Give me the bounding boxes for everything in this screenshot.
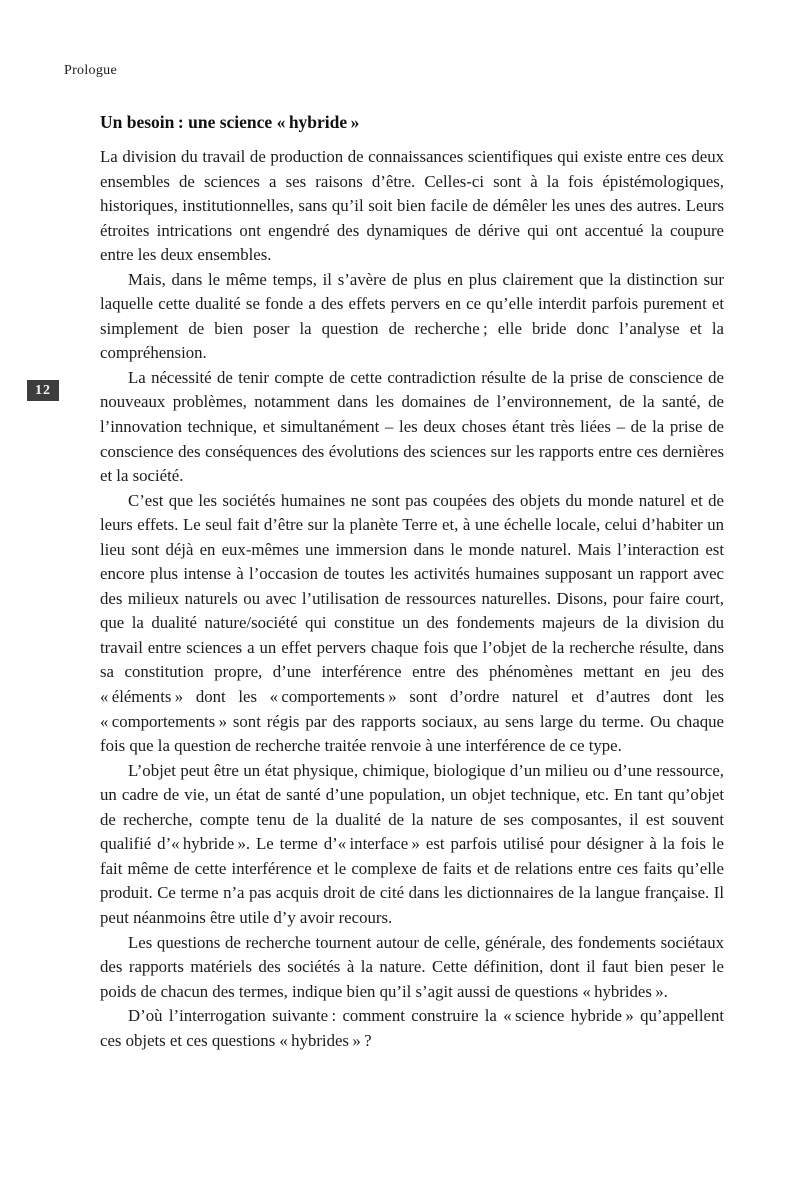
paragraph: D’où l’interrogation suivante : comment construire la « science hybride » qu’appellent ces objets et ces questions « hybrides » ? (100, 1006, 724, 1050)
section-heading: Un besoin : une science « hybride » (100, 112, 360, 132)
paragraph: C’est que les sociétés humaines ne sont pas coupées des objets du monde naturel et de leurs effets. Le seul fait d’être sur la planète Terre et, à une échelle locale, celui d’habiter un lieu sont déjà en eux-mêmes une immersion dans le monde naturel. Mais l’interaction est encore plus intense à l’occasion de toutes les activités humaines supposant un rapport avec des milieux naturels ou avec l’utilisation de ressources naturelles. Disons, pour faire court, que la dualité nature/société qui constitue un des fondements majeurs de la division du travail entre sciences a un effet pervers chaque fois que l’objet de la recherche résulte, dans sa constitution propre, d’une interférence entre des phénomènes mettant en jeu des « éléments » dont les « comportements » sont d’ordre naturel et d’autres dont les « comportements » sont régis par des rapports sociaux, au sens large du terme. Ou chaque fois que la question de recherche traitée renvoie à une interférence de ce type. (100, 490, 724, 756)
text-column (100, 112, 724, 1053)
paragraph: La division du travail de production de connaissances scientifiques qui existe entre ces deux ensembles de sciences a ses raisons d’être. Celles-ci sont à la fois épistémologiques, historiques, institutionnelles, sans qu’il soit bien facile de démêler les unes des autres. Leurs étroites intrications ont engendré des dynamiques de dérive qui ont accentué la coupure entre les deux ensembles. (100, 147, 724, 265)
paragraph: L’objet peut être un état physique, chimique, biologique d’un milieu ou d’une ressource, un cadre de vie, un état de santé d’une population, un objet technique, etc. En tant qu’objet de recherche, compte tenu de la dualité de la nature de ses composantes, il est souvent qualifié d’« hybride ». Le terme d’« interface » est parfois utilisé pour désigner à la fois le fait même de cette interférence et le complexe de faits et de relations entre ces faits qu’elle produit. Ce terme n’a pas acquis droit de cité dans les dictionnaires de la langue française. Il peut néanmoins être utile d’y avoir recours. (100, 760, 724, 927)
paragraph: Mais, dans le même temps, il s’avère de plus en plus clairement que la distinction sur laquelle cette dualité se fonde a des effets pervers en ce qu’elle interdit parfois purement et simplement de bien poser la question de recherche ; elle bride donc l’analyse et la compréhension. (100, 269, 724, 363)
paragraph: Les questions de recherche tournent autour de celle, générale, des fondements sociétaux des rapports matériels des sociétés à la nature. Cette définition, dont il faut bien peser le poids de chacun des termes, indique bien qu’il s’agit aussi de questions « hybrides ». (100, 932, 724, 1001)
page-number-badge: 12 (27, 380, 59, 401)
paragraph: La nécessité de tenir compte de cette contradiction résulte de la prise de conscience de nouveaux problèmes, notamment dans les domaines de l’environnement, de la santé, de l’innovation technique, et simultanément – les deux choses étant très liées – de la prise de conscience des conséquences des évolutions des sciences sur les rapports entre ces dernières et la société. (100, 367, 724, 486)
running-header: Prologue (64, 63, 117, 78)
